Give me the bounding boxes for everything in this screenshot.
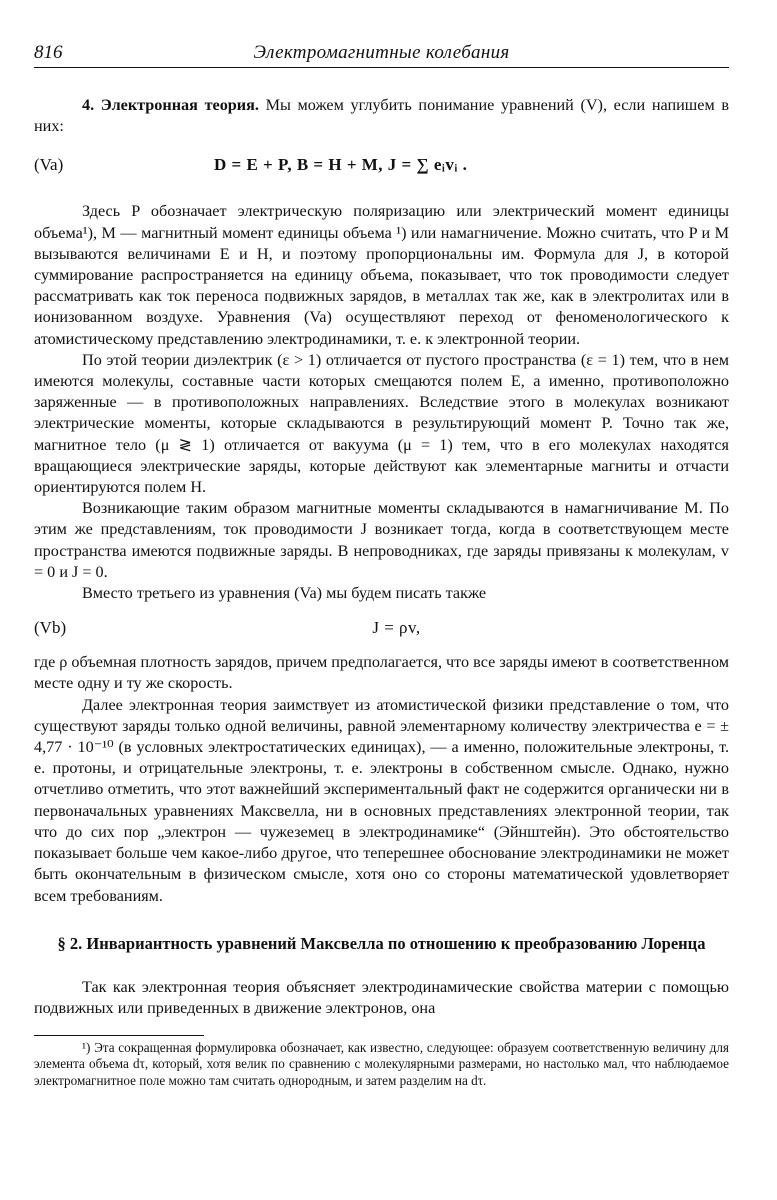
section-2-text: Так как электронная теория объясняет электродинамические свойства материи с помощью подвижных или приведенных в движение электронов, она (34, 977, 729, 1017)
paragraph-6: Далее электронная теория заимствует из атомистической физики представление о том, что существуют заряды только одной величины, равной элементарному количеству электричества e = ± 4,77 · 10⁻¹⁰ (в условных электростатических единицах), — а именно, положительные электроны, т. е. протоны, и отрицательные электроны, т. е. электроны в собственном смысле. Однако, нужно отчетливо отметить, что этот важнейший экспериментальный факт не содержится органически ни в первоначальных уравнениях Максвелла, ни в основных представлениях электронной теории, так что до сих пор „электрон — чужеземец в электродинамике“ (Эйнштейн). Это обстоятельство показывает больше чем какое-либо другое, что теперешнее обоснование электродинамики не может быть окончательным в физическом смысле, хотя оно со стороны математической удовлетворяет всем требованиям. (34, 695, 729, 905)
paragraph-3: Возникающие таким образом магнитные моменты складываются в намагничивание M. По этим же представлениям, ток проводимости J возникает тогда, когда в соответствующем месте пространства имеются подвижные заряды. В непроводниках, где заряды привязаны к молекулам, v = 0 и J = 0. (34, 499, 729, 581)
equation-va (34, 143, 729, 187)
paragraph-4: Вместо третьего из уравнения (Va) мы будем писать также (82, 584, 487, 603)
equation-vb (34, 606, 729, 650)
running-title: Электромагнитные колебания (253, 42, 510, 63)
section4-intro (34, 95, 729, 137)
paragraph-5: где ρ объемная плотность зарядов, причем предполагается, что все заряды имеют в соответственном месте одну и ту же скорость. (34, 653, 729, 693)
page-header (34, 40, 729, 68)
footnote: ¹) Эта сокращенная формулировка обозначает, как известно, следующее: образуем соответственную величину для элемента объема dτ, который, хотя велик по сравнению с молекулярными размерами, но настолько мал, что наблюдаемое электромагнитное поле можно там считать однородным, и затем разделим на dτ. (34, 1040, 729, 1088)
equation-vb-label: (Vb) (34, 618, 67, 638)
equation-va-formula: D = E + P, B = H + M, J = ∑ eᵢvᵢ . (214, 155, 468, 175)
section4-lead: 4. Электронная теория. (82, 96, 259, 114)
equation-vb-formula: J = ρv, (372, 618, 421, 638)
section4-intro-text: Мы можем углубить понимание уравнений (V), если напишем в них: (34, 96, 729, 136)
page-number: 816 (34, 42, 63, 63)
section-2-heading: § 2. Инвариантность уравнений Максвелла по отношению к преобразованию Лоренца (57, 933, 706, 953)
paragraph-1: Здесь P обозначает электрическую поляризацию или электрический момент единицы объема¹), M — магнитный момент единицы объема ¹) или намагничение. Можно считать, что P и M вызываются величинами E и H, и поэтому пропорциональны им. Формула для J, в которой суммирование распространяется на единицу объема, показывает, что ток проводимости следует рассматривать как ток переноса подвижных зарядов, в металлах так же, как в электролитах или в ионизованном воздухе. Уравнения (Va) осуществляют переход от феноменологического к атомистическому представлению электродинамики, т. е. к электронной теории. (34, 202, 729, 348)
book-page (34, 40, 729, 1089)
paragraph-2: По этой теории диэлектрик (ε > 1) отличается от пустого пространства (ε = 1) тем, что в нем имеются молекулы, составные части которых смещаются полем E, а именно, противоположно заряженные — в противоположных направлениях. Вследствие этого в молекулах возникают электрические моменты, которые складываются в результирующий момент P. Точно так же, магнитное тело (μ ≷ 1) отличается от вакуума (μ = 1) тем, что в его молекулах находятся вращающиеся электрические заряды, которые действуют как элементарные магниты и отчасти ориентируются полем H. (34, 350, 729, 497)
footnote-rule (34, 1035, 204, 1036)
equation-va-label: (Va) (34, 155, 64, 175)
